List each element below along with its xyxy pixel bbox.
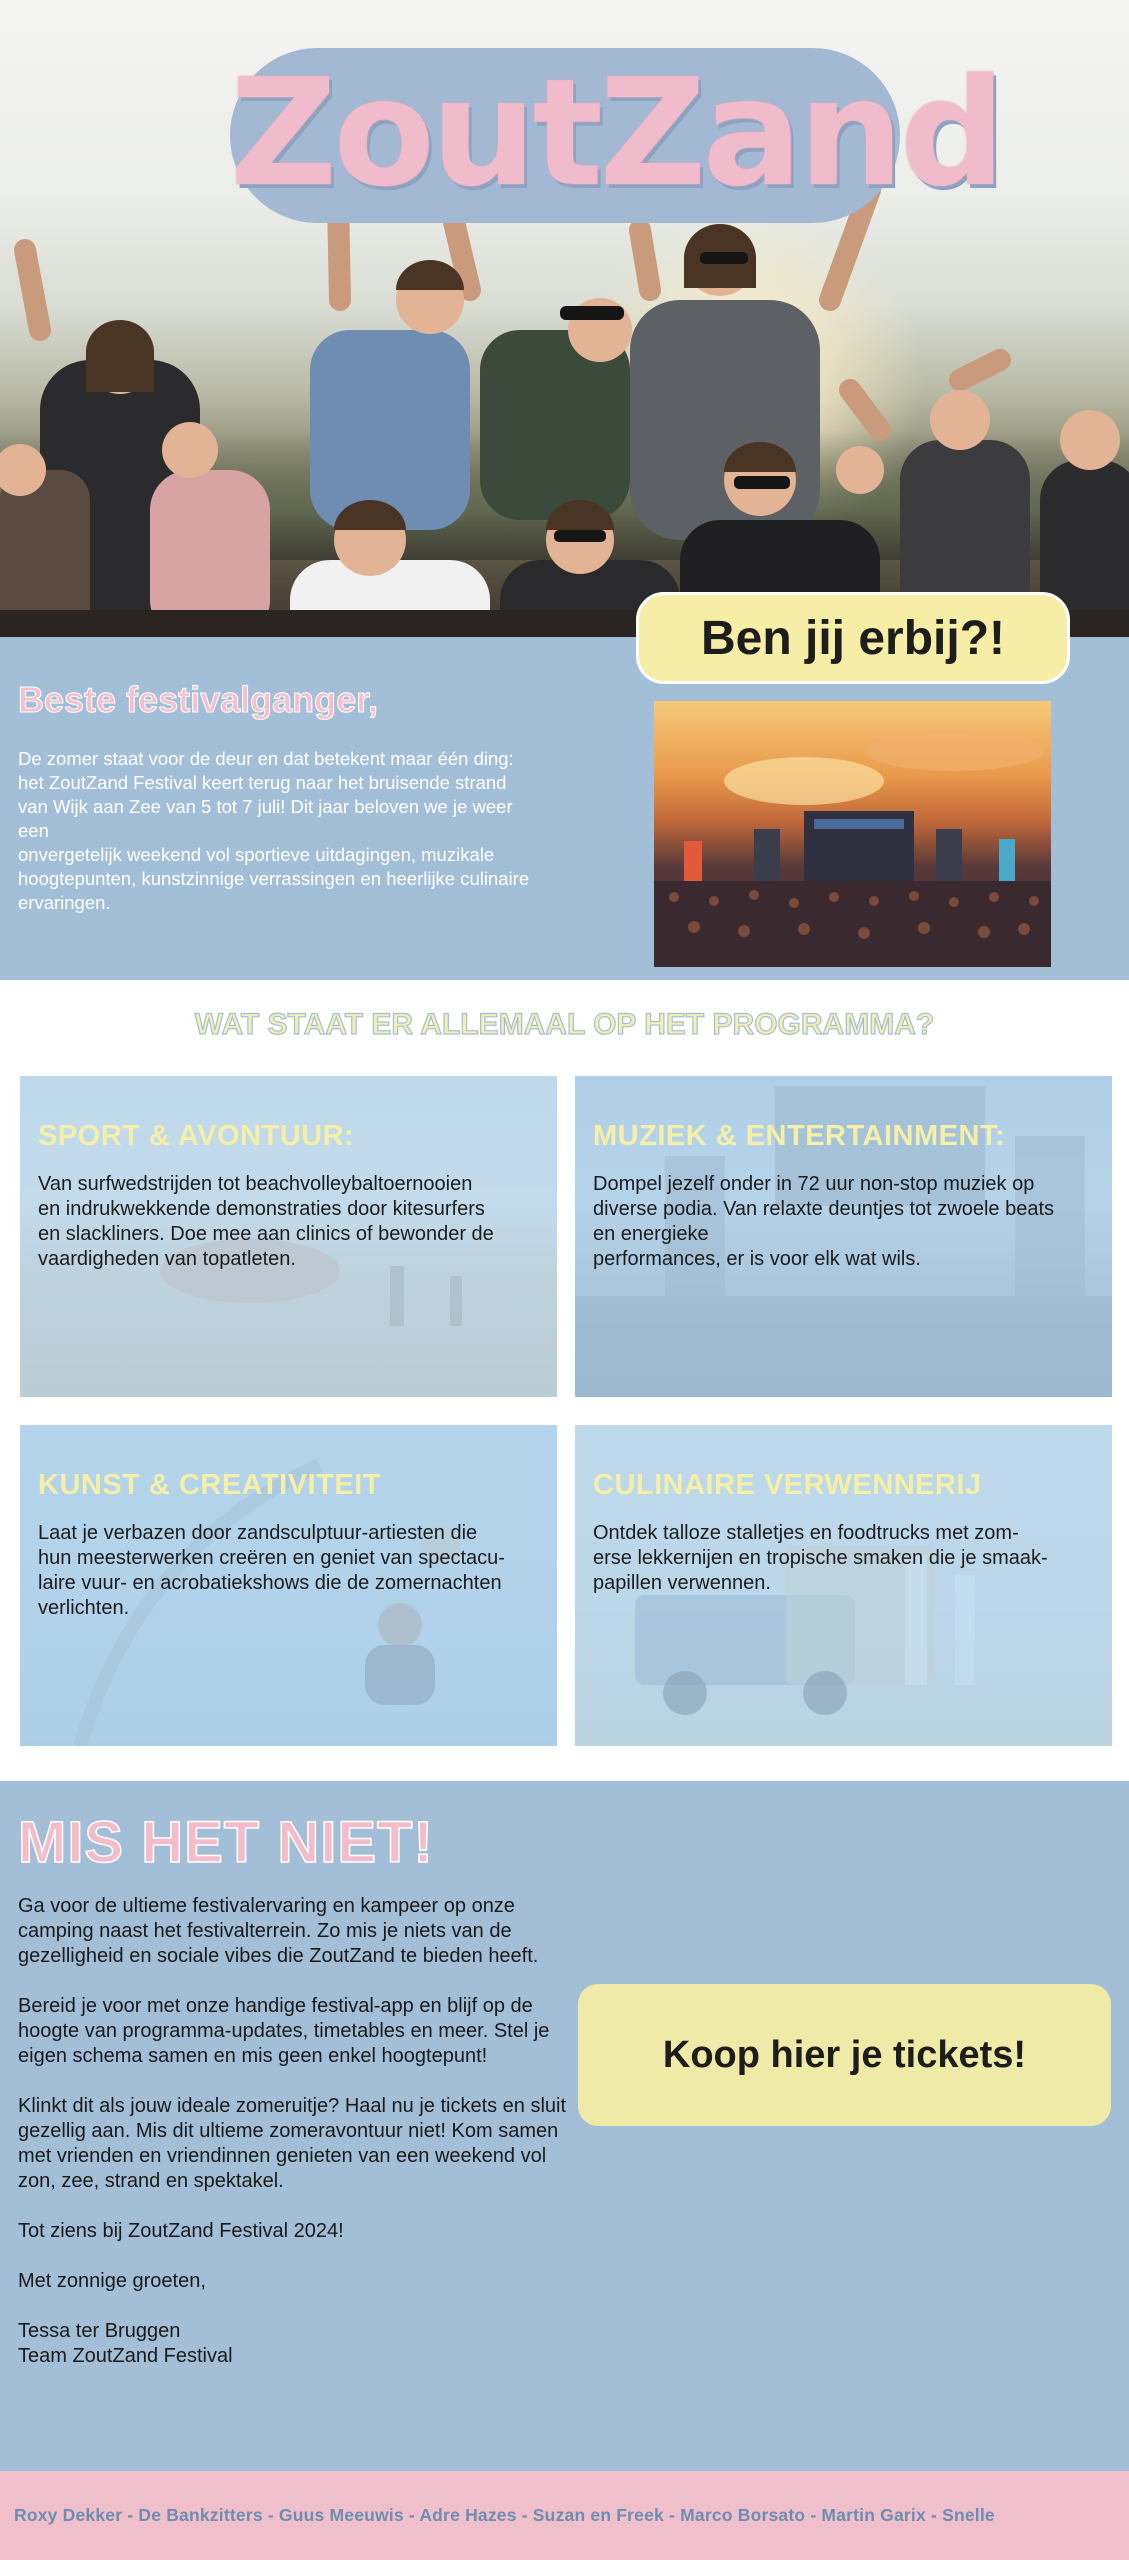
paragraph-tickets: Klinkt dit als jouw ideale zomeruitje? Haal nu je tickets en sluit gezellig aan. Mis dit ultieme zomeravontuur niet! Kom samen met vrienden en vriendinnen genieten van een weekend vol zon, zee, strand en spektakel.: [18, 2095, 567, 2192]
ben-jij-erbij-button[interactable]: Ben jij erbij?!: [636, 592, 1070, 684]
zoutzand-logo: [230, 47, 1002, 223]
signature: Tessa ter Bruggen Team ZoutZand Festival: [18, 2320, 233, 2367]
hero-banner: [0, 0, 1129, 637]
program-card-culinair: [575, 1425, 1112, 1746]
artist-lineup: Roxy Dekker - De Bankzitters - Guus Meeuwis - Adre Hazes - Suzan en Freek - Marco Borsato - Martin Garix - Snelle: [14, 2505, 995, 2525]
intro-text: De zomer staat voor de deur en dat betekent maar één ding: het ZoutZand Festival keert terug naar het bruisende strand van Wijk aan Zee van 5 tot 7 juli! Dit jaar beloven we je weer een onvergetelijk weekend vol sportieve uitdagingen, muzikale hoogtepunten, kunstzinnige verrassingen en heerlijke culinaire ervaringen.: [18, 748, 530, 913]
closing-text: [18, 1894, 578, 2394]
card-text: Dompel jezelf onder in 72 uur non-stop muziek op diverse podia. Van relaxte deuntjes tot zwoele beats en energieke performances, er is voor elk wat wils.: [593, 1173, 1055, 1270]
festival-stage-photo: [654, 701, 1051, 967]
card-text: Van surfwedstrijden tot beachvolleybaltoernooien en indrukwekkende demonstraties door kitesurfers en slackliners. Doe mee aan clinics of bewonder de vaardigheden van topatleten.: [38, 1173, 494, 1270]
card-text: Laat je verbazen door zandsculptuur-artiesten die hun meesterwerken creëren en geniet van spectacu- laire vuur- en acrobatiekshows die de zomernachten verlichten.: [38, 1522, 505, 1619]
intro-section: [0, 637, 1129, 980]
card-title: KUNST & CREATIVITEIT: [38, 1469, 381, 1501]
program-heading: WAT STAAT ER ALLEMAAL OP HET PROGRAMMA?: [194, 1008, 935, 1041]
program-card-kunst: [20, 1425, 557, 1746]
logo-text: ZoutZand: [230, 47, 1002, 219]
paragraph-camping: Ga voor de ultieme festivalervaring en kampeer op onze camping naast het festivalterrein. Zo mis je niets van de gezelligheid en sociale vibes die ZoutZand te bieden heeft.: [18, 1895, 539, 1967]
paragraph-groeten: Met zonnige groeten,: [18, 2270, 206, 2292]
artist-footer: [0, 2471, 1129, 2560]
card-title: MUZIEK & ENTERTAINMENT:: [593, 1120, 1006, 1152]
program-card-sport: [20, 1076, 557, 1397]
card-text: Ontdek talloze stalletjes en foodtrucks met zom- erse lekkernijen en tropische smaken die je smaak- papillen verwennen.: [593, 1522, 1048, 1594]
program-card-muziek: [575, 1076, 1112, 1397]
card-title: CULINAIRE VERWENNERIJ: [593, 1469, 982, 1501]
paragraph-tot-ziens: Tot ziens bij ZoutZand Festival 2024!: [18, 2220, 344, 2242]
mis-het-niet-heading: MIS HET NIET!: [18, 1810, 434, 1875]
card-title: SPORT & AVONTUUR:: [38, 1120, 355, 1152]
greeting-heading: Beste festivalganger,: [18, 679, 379, 720]
mis-het-niet-section: [0, 1781, 1129, 2471]
buy-tickets-button[interactable]: Koop hier je tickets!: [578, 1984, 1111, 2126]
paragraph-app: Bereid je voor met onze handige festival-app en blijf op de hoogte van programma-updates, timetables en meer. Stel je eigen schema samen en mis geen enkel hoogtepunt!: [18, 1995, 550, 2067]
